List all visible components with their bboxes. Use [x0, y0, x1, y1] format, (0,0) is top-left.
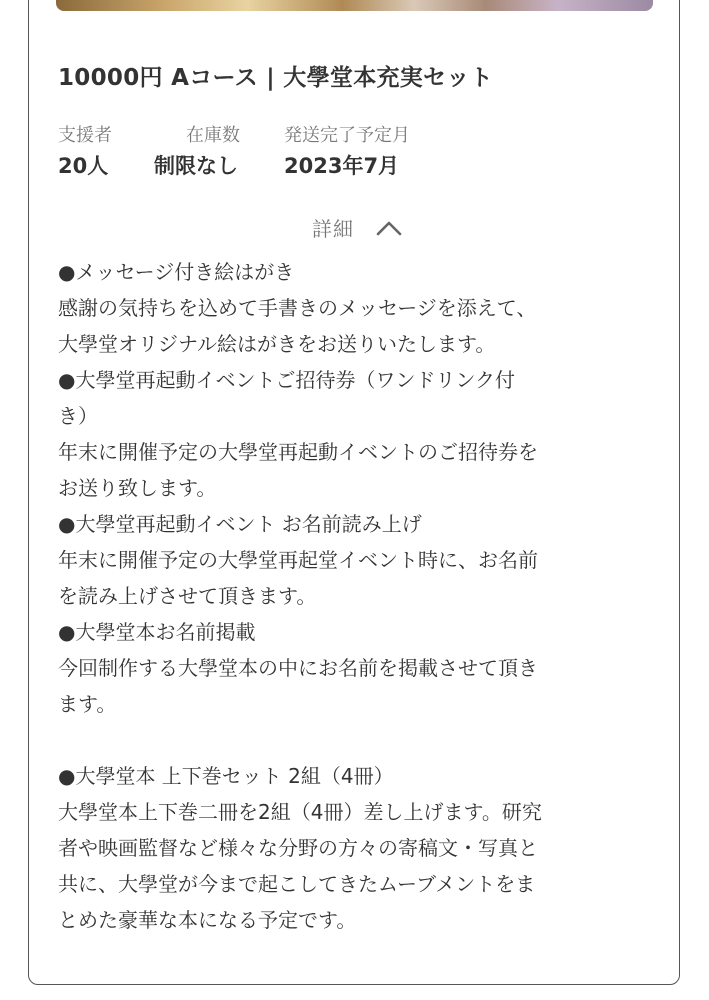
stock-value: 制限なし	[154, 154, 238, 178]
description-line: ます。	[58, 692, 117, 716]
description-line: ●大學堂再起動イベント お名前読み上げ	[58, 512, 422, 536]
description-line	[58, 722, 648, 758]
description-line: 大學堂本上下巻二冊を2組（4冊）差し上げます。研究	[58, 800, 542, 824]
details-toggle-button[interactable]	[29, 213, 679, 242]
stock-stat	[154, 124, 284, 183]
reward-title: 10000円 Aコース | 大學堂本充実セット	[58, 65, 493, 91]
reward-image	[56, 0, 653, 11]
description-line: ●大學堂本お名前掲載	[58, 620, 256, 644]
description-line: 年末に開催予定の大學堂再起動イベントのご招待券を	[58, 440, 538, 464]
shipping-stat	[284, 124, 484, 183]
description-line: 者や映画監督など様々な分野の方々の寄稿文・写真と	[58, 836, 538, 860]
description-line: 年末に開催予定の大學堂再起堂イベント時に、お名前	[58, 548, 538, 572]
reward-description	[58, 254, 648, 938]
description-line: とめた豪華な本になる予定です。	[58, 908, 357, 932]
supporters-value: 20人	[58, 154, 109, 178]
details-label: 詳細	[312, 217, 354, 241]
description-line: ●大學堂本 上下巻セット 2組（4冊）	[58, 764, 394, 788]
description-line: 共に、大學堂が今まで起こしてきたムーブメントをま	[58, 872, 536, 896]
shipping-value: 2023年7月	[284, 154, 400, 178]
shipping-label: 発送完了予定月	[284, 125, 410, 146]
description-line: 大學堂オリジナル絵はがきをお送りいたします。	[58, 332, 496, 356]
supporters-stat	[58, 124, 154, 183]
supporters-label: 支援者	[58, 125, 112, 146]
stock-label: 在庫数	[186, 125, 240, 146]
description-line: お送り致します。	[58, 476, 217, 500]
reward-stats	[58, 124, 484, 183]
reward-card[interactable]	[28, 0, 680, 985]
chevron-up-icon	[376, 220, 396, 240]
description-line: 感謝の気持ちを込めて手書きのメッセージを添えて、	[58, 296, 537, 320]
description-line: ●メッセージ付き絵はがき	[58, 260, 295, 284]
description-line: 今回制作する大學堂本の中にお名前を掲載させて頂き	[58, 656, 538, 680]
description-line: き）	[58, 404, 98, 428]
description-line: ●大學堂再起動イベントご招待券（ワンドリンク付	[58, 368, 516, 392]
description-line: を読み上げさせて頂きます。	[58, 584, 317, 608]
